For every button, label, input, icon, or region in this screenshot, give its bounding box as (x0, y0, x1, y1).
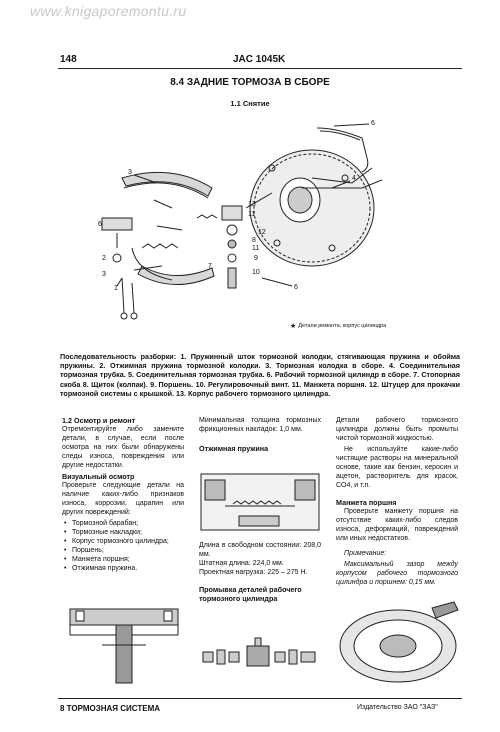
footer-rule (58, 698, 462, 699)
callout-13: 13 (248, 201, 256, 208)
piston-cup-text: Проверьте манжету поршня на отсутствие каких-либо следов износа, деформаций, повреждений или иных недостатков. (336, 508, 458, 542)
inspection-list (62, 519, 184, 573)
star-icon: ★ (290, 323, 297, 330)
rinse-heading: Промывка деталей рабочего тормозного цилиндра (199, 585, 302, 603)
cylinder-parts-drawing (199, 636, 321, 676)
figure-caption (290, 322, 386, 330)
callout-2a: 2 (102, 255, 106, 262)
column-spring (199, 416, 321, 453)
list-item: • Поршень; (62, 546, 184, 555)
callout-6a: 6 (98, 221, 102, 228)
spring-heading: Отжимная пружина (199, 444, 269, 453)
callout-1: 1 (114, 285, 118, 292)
callout-11: 11 (252, 245, 260, 252)
spring-regular-length: Штатная длина: 224,0 мм. (199, 560, 284, 567)
callout-3a: 3 (128, 169, 132, 176)
list-item: • Тормозные накладки; (62, 528, 184, 537)
callout-8: 8 (252, 237, 256, 244)
callout-9: 9 (254, 255, 258, 262)
list-item: • Отжимная пружина. (62, 564, 184, 573)
cleaning-warning-text: Не используйте какие-либо чистящие растворы на минеральной основе, такие как бензин, керосин и ацетон, растворитель для красок, CO4, и т.п. (336, 446, 458, 489)
spring-free-length: Длина в свободном состоянии: 208,0 мм. (199, 542, 321, 558)
list-item: • Тормозной барабан; (62, 519, 184, 528)
spring-design-load: Проектная нагрузка: 225 – 275 Н. (199, 569, 308, 576)
callout-10: 10 (252, 269, 260, 276)
footer-section: 8 ТОРМОЗНАЯ СИСТЕМА (60, 704, 161, 713)
inspection-heading: 1.2 Осмотр и ремонт (62, 416, 136, 425)
caption-text: Детали ремонта, корпус цилиндра (298, 323, 387, 329)
disassembly-sequence: Последовательность разборки: 1. Пружинный шток тормозной колодки, стягивающая пружина и обойма пружины. 2. Отжимная пружина тормозной колодки. 3. Тормозная колодка в сборе. 4. Соединительная тормозная трубка. 5. Соединительная тормозная трубка. 6. Рабочий тормозной цилиндр в сборе. 7. Стопорная скоба 8. Щиток (колпак). 9. Поршень. 10. Регулировочный винт. 11. Манжета поршня. 12. Штуцер для прокачки тормозной системы с крышкой. 13. Корпус рабочего тормозного цилиндра. (60, 352, 460, 398)
callout-5: 6 (371, 120, 375, 127)
note-label: Примечание: (344, 550, 387, 557)
list-item: • Корпус тормозного цилиндра; (62, 537, 184, 546)
header-rule (58, 68, 462, 69)
spring-specs (199, 541, 321, 603)
list-item: • Манжета поршня; (62, 555, 184, 564)
drum-measurement-drawing (62, 605, 186, 690)
visual-inspection-text: Проверьте следующие детали на наличие каких-либо признаков износа, коррозии, царапин или других повреждений: (62, 482, 184, 516)
callout-12: 12 (258, 229, 266, 236)
callout-7: 7 (208, 263, 212, 270)
callout-3b: 3 (102, 271, 106, 278)
cylinder-clean-text: Детали рабочего тормозного цилиндра должны быть промыты чистой тормозной жидкостью. (336, 417, 458, 442)
column-cylinder (336, 416, 458, 589)
vehicle-model: JAC 1045K (233, 54, 286, 65)
column-inspection (62, 416, 184, 573)
page-number: 148 (60, 54, 77, 65)
footer-publisher: Издательство ЗАО "ЗАЗ" (357, 704, 438, 711)
piston-cup-heading: Манжета поршня (336, 498, 397, 507)
exploded-view-drawing (62, 108, 422, 342)
min-lining-thickness: Минимальная толщина тормозных фрикционных накладок: 1,0 мм. (199, 417, 321, 433)
watermark: www.knigaporemontu.ru (30, 3, 187, 19)
callout-11-top: 11 (248, 211, 256, 218)
section-title: 8.4 ЗАДНИЕ ТОРМОЗА В СБОРЕ (170, 77, 330, 88)
inspection-intro: Отремонтируйте либо замените детали, в случае, если после осмотра на них были обнаружены следы износа, повреждения или другие недостатки. (62, 426, 184, 469)
callout-6b: 6 (294, 284, 298, 291)
subsection-title: 1.1 Снятие (230, 99, 270, 108)
clearance-measurement-drawing (336, 600, 460, 686)
visual-inspection-heading: Визуальный осмотр (62, 472, 135, 481)
spring-measurement-drawing (199, 466, 321, 536)
note-text: Максимальный зазор между корпусом рабочего тормозного цилиндра и поршнем: 0,15 мм. (336, 561, 458, 586)
callout-4: 4 (352, 175, 356, 182)
